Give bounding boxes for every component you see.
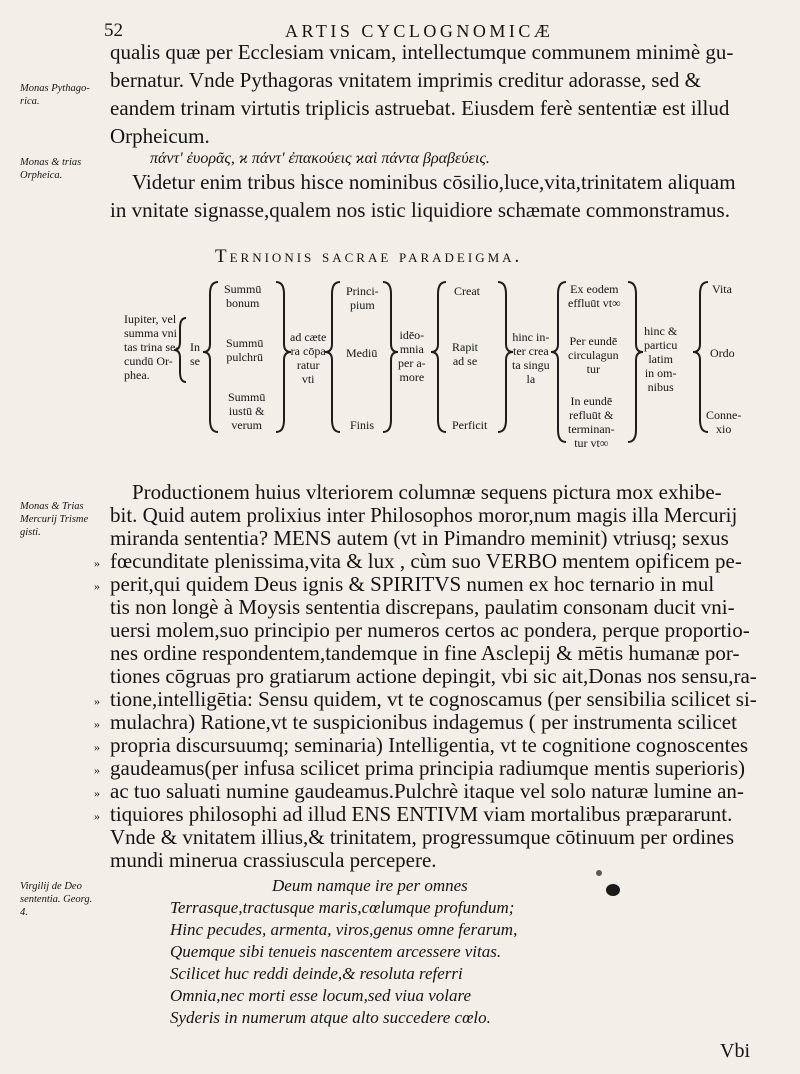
cell-line: tas trina se- xyxy=(124,340,180,354)
margin-line: rica. xyxy=(20,96,40,107)
text-line: propria discursuumq; seminaria) Intelligentia, vt te cognitione cognoscentes xyxy=(110,733,748,757)
cell-line: effluūt vt∞ xyxy=(568,296,621,310)
margin-line: 4. xyxy=(20,907,28,918)
verse-line: Syderis in numerum atque alto succedere cœlo. xyxy=(170,1008,491,1027)
brace-7 xyxy=(498,282,513,432)
text-line: nes ordine respondentem,tandemque in fine Asclepij & mētis humanæ por- xyxy=(110,641,740,665)
cell-line: per a- xyxy=(398,356,426,370)
cell-line: ad cæte xyxy=(290,330,327,344)
cell-line: in om- xyxy=(644,366,677,380)
cell-line: iustū & xyxy=(228,404,265,418)
cell-line: hinc in- xyxy=(512,330,550,344)
diagram-col-in-se xyxy=(190,340,200,368)
text-line: qualis quæ per Ecclesiam vnicam, intellectumque communem minimè gu- xyxy=(110,40,734,64)
text-line: uersi molem,suo principio per numeros certos ac pondera, perque proportio- xyxy=(110,618,750,642)
cell-line: idēo- xyxy=(399,328,425,342)
cell-line: particu xyxy=(644,338,678,352)
text-line: tis non longè à Moysis sententia discrepans, paulatim consonam ducit vni- xyxy=(110,595,735,619)
cell-line: Vita xyxy=(712,282,732,296)
cell-line: Summū xyxy=(226,336,264,350)
cell-line: la xyxy=(526,372,536,386)
cell-line: Summū xyxy=(228,390,266,404)
cell-line: latim xyxy=(648,352,673,366)
cell-line: tur xyxy=(586,362,600,376)
cell-line: Summū xyxy=(224,282,262,296)
cell-line: Creat xyxy=(454,284,480,298)
cell-line: mnia xyxy=(399,342,424,356)
text-line: Vnde & vnitatem illius,& trinitatem, progressumque cōtinuum per ordines xyxy=(110,825,735,849)
diagram-connexio xyxy=(706,408,741,436)
cell-line: pium xyxy=(350,298,375,312)
ink-stain xyxy=(596,870,602,876)
diagram-perficit xyxy=(452,418,487,432)
margin-line: Mercurij Trisme xyxy=(20,514,89,525)
text-line: bit. Quid autem prolixius inter Philosophos moror,num magis illa Mercurij xyxy=(110,503,738,527)
text-line: gaudeamus(per infusa scilicet prima principia radiumque mentis superioris) xyxy=(110,756,746,780)
text-line: perit,qui quidem Deus ignis & SPIRITVS numen ex hoc ternario in mul xyxy=(110,572,715,596)
cell-line: ad se xyxy=(452,354,478,368)
cell-line: terminan- xyxy=(568,422,615,436)
cell-line: ra cōpa xyxy=(290,344,326,358)
quote-mark: » xyxy=(94,786,100,800)
margin-line: Monas & trias xyxy=(20,157,82,168)
text-line: eandem trinam virtutis triplicis astruebat. Eiusdem ferè sententiæ est illud xyxy=(110,96,730,120)
running-head: ARTIS CYCLOGNOMICÆ xyxy=(285,21,554,41)
cell-line: tur vt∞ xyxy=(574,436,609,450)
text-line: tiquiores philosophi ad illud ENS ENTIVM viam mortalibus præpararunt. xyxy=(110,802,733,826)
ink-stain xyxy=(606,884,620,896)
diagram-col-ideo-omnia xyxy=(398,328,426,384)
diagram-col-inter-creata xyxy=(512,330,550,386)
cell-line: xio xyxy=(715,422,732,436)
diagram-vita xyxy=(712,282,732,296)
diagram-col-particulatim xyxy=(644,324,677,394)
quote-mark: » xyxy=(94,556,100,570)
cell-line: Conne- xyxy=(706,408,742,422)
quote-mark: » xyxy=(94,717,100,731)
verse-line: Terrasque,tractusque maris,cœlumque profundum; xyxy=(170,898,515,917)
cell-line: ter crea xyxy=(513,344,549,358)
text-line: tione,intelligētia: Sensu quidem, vt te cognoscamus (per sensibilia scilicet si- xyxy=(110,687,757,711)
greek-quotation: πάντ' ἐυορᾶς, ϰ πάντ' ἐπακούεις ϰαὶ πάντα βραβεύεις. xyxy=(150,150,490,167)
verse-line: Omnia,nec morti esse locum,sed viua volare xyxy=(170,986,472,1005)
text-line: in vnitate signasse,qualem nos istic liquidiore schæmate commonstramus. xyxy=(110,198,730,222)
text-line: fœcunditate plenissima,vita & lux , cùm suo VERBO mentem opificem pe- xyxy=(110,549,742,573)
brace-9 xyxy=(628,282,643,442)
margin-line: sententia. Georg. xyxy=(20,894,93,905)
cell-line: phea. xyxy=(124,368,150,382)
diagram-principium xyxy=(346,284,379,312)
text-line: bernatur. Vnde Pythagoras vnitatem imprimis creditur adorasse, sed & xyxy=(110,68,701,92)
margin-line: Monas & Trias xyxy=(20,501,84,512)
cell-line: In eundē xyxy=(570,394,613,408)
cell-line: refluūt & xyxy=(569,408,614,422)
verse-line: Deum namque ire per omnes xyxy=(272,876,468,895)
diagram-finis xyxy=(350,418,374,432)
brace-3 xyxy=(276,282,291,432)
margin-line: Virgilij de Deo xyxy=(20,881,82,892)
quote-mark: » xyxy=(94,579,100,593)
margin-line: gisti. xyxy=(20,527,41,538)
text-line: Videtur enim tribus hisce nominibus cōsilio,luce,vita,trinitatem aliquam xyxy=(132,170,736,194)
diagram-title: Ternionis sacrae paradeigma. xyxy=(215,246,523,267)
diagram-col-comparatur xyxy=(290,330,326,386)
text-line: mulachra) Ratione,vt te suspicionibus indagemus ( per instrumenta scilicet xyxy=(110,710,737,734)
cell-line: Ex eodem xyxy=(570,282,619,296)
cell-line: verum xyxy=(231,418,262,432)
page-number: 52 xyxy=(104,20,123,41)
diagram-creat xyxy=(454,284,480,298)
cell-line: In xyxy=(190,340,200,354)
diagram-in-eundem xyxy=(568,394,615,450)
diagram-per-eundem xyxy=(568,334,619,376)
cell-line: Princi- xyxy=(346,284,379,298)
brace-6 xyxy=(431,282,446,432)
cell-line: se xyxy=(190,354,200,368)
quote-mark: » xyxy=(94,694,100,708)
diagram-rapit xyxy=(452,340,478,368)
cell-line: nibus xyxy=(647,380,674,394)
brace-4 xyxy=(325,282,340,432)
diagram-medium xyxy=(346,346,377,360)
cell-line: Iupiter, vel xyxy=(124,312,177,326)
quote-mark: » xyxy=(94,763,100,777)
diagram-summum-bonum xyxy=(224,282,261,310)
text-line: tiones cōgruas pro gratiarum actione depingit, vbi sic ait,Donas nos sensu,ra- xyxy=(110,664,757,688)
verse-line: Scilicet huc reddi deinde,& resoluta referri xyxy=(170,964,463,983)
cell-line: bonum xyxy=(226,296,260,310)
cell-line: circulagun xyxy=(568,348,619,362)
cell-line: ratur xyxy=(296,358,320,372)
cell-line: vti xyxy=(301,372,315,386)
text-line: mundi minerua crassiuscula percepere. xyxy=(110,848,437,872)
cell-line: more xyxy=(399,370,425,384)
cell-line: Ordo xyxy=(710,346,735,360)
cell-line: ta singu xyxy=(512,358,550,372)
cell-line: hinc & xyxy=(644,324,678,338)
margin-line: Monas Pythago- xyxy=(20,83,90,94)
verse-line: Quemque sibi tenueis nascentem arcessere vitas. xyxy=(170,942,502,961)
brace-2 xyxy=(203,282,218,432)
diagram-ex-eodem xyxy=(568,282,621,310)
cell-line: Per eundē xyxy=(569,334,618,348)
verse-line: Hinc pecudes, armenta, viros,genus omne ferarum, xyxy=(170,920,518,939)
diagram-summum-iustum xyxy=(228,390,265,432)
diagram-summum-pulchrum xyxy=(226,336,263,364)
quote-mark: » xyxy=(94,809,100,823)
cell-line: Finis xyxy=(350,418,375,432)
diagram-col-jupiter xyxy=(124,312,179,382)
quote-mark: » xyxy=(94,740,100,754)
text-line: miranda sententia? MENS autem (vt in Pimandro meminit) vtriusq; sexus xyxy=(110,526,729,550)
cell-line: Perficit xyxy=(452,418,488,432)
brace-8 xyxy=(551,282,566,442)
diagram-ordo xyxy=(710,346,735,360)
margin-line: Orpheica. xyxy=(20,170,63,181)
cell-line: pulchrū xyxy=(226,350,263,364)
text-line: Orpheicum. xyxy=(110,124,210,148)
text-line: ac tuo saluati numine gaudeamus.Pulchrè itaque vel solo naturæ lumine an- xyxy=(110,779,744,803)
cell-line: cundū Or- xyxy=(124,354,173,368)
brace-5 xyxy=(383,282,398,432)
cell-line: Rapit xyxy=(452,340,478,354)
text-line: Productionem huius vlteriorem columnæ sequens pictura mox exhibe- xyxy=(132,480,722,504)
cell-line: Mediū xyxy=(346,346,378,360)
catchword: Vbi xyxy=(720,1040,750,1062)
cell-line: summa vni xyxy=(124,326,177,340)
